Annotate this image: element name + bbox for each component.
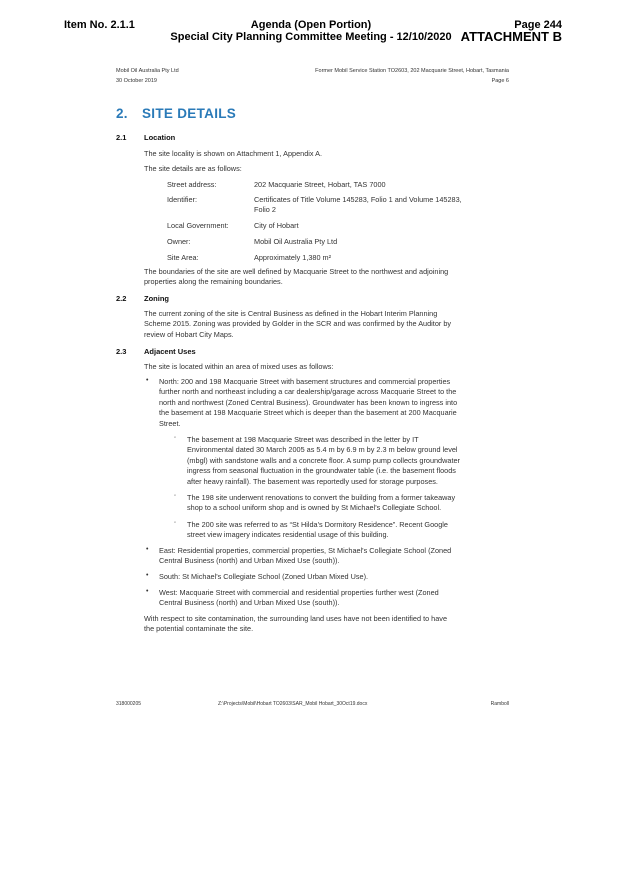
bullet-icon: • bbox=[146, 546, 149, 553]
footer-doc-number: 318000205 bbox=[116, 701, 142, 707]
heading-location bbox=[116, 133, 175, 142]
row-value: Approximately 1,380 m² bbox=[254, 253, 332, 262]
row-value: Certificates of Title Volume 145283, Folio 1 and Volume 145283, Folio 2 bbox=[254, 195, 462, 215]
section-number: 2. bbox=[116, 106, 128, 121]
bullet-icon: • bbox=[146, 588, 149, 595]
heading-number: 2.3 bbox=[116, 347, 127, 356]
list-item: The basement at 198 Macquarie Street was described in the letter by IT Environmental dated 30 March 2005 as 5.4 m by 6.9 m by 2.3 m below ground level (mbgl) with sandstone walls and a concrete floor. A sump pump collects groundwater ingress from seasonal fluctuation in the groundwater table (i.e. the basement floods after heavy rainfall). The basement was reportedly used for storage purposes. bbox=[187, 435, 460, 486]
row-label: Owner: bbox=[167, 237, 191, 246]
footer-file-path: Z:\Projects\Mobil\Hobart TO2603\SAR_Mobil Hobart_30Oct19.docx bbox=[218, 701, 368, 707]
heading-number: 2.1 bbox=[116, 133, 127, 142]
row-label: Local Government: bbox=[167, 221, 229, 230]
list-item: East: Residential properties, commercial properties, St Michael's Collegiate School (Zoned Central Business (north) and Urban Mixed Use (south)). bbox=[159, 546, 452, 566]
report-date: 30 October 2019 bbox=[116, 78, 157, 84]
footer-firm: Ramboll bbox=[490, 701, 509, 707]
section-heading bbox=[116, 106, 236, 121]
site-details-table bbox=[167, 180, 507, 264]
row-value: 202 Macquarie Street, Hobart, TAS 7000 bbox=[254, 180, 386, 189]
heading-title: Zoning bbox=[144, 294, 169, 303]
circle-bullet-icon: ◦ bbox=[174, 435, 177, 441]
list-item: The 200 site was referred to as “St Hilda's Dormitory Residence”. Recent Google street view imagery indicates residential usage of this building. bbox=[187, 520, 448, 540]
doc-page-number: Page 6 bbox=[491, 78, 509, 84]
list-item: South: St Michael's Collegiate School (Zoned Urban Mixed Use). bbox=[159, 572, 369, 581]
agenda-line-2: Special City Planning Committee Meeting - 12/10/2020 bbox=[170, 31, 452, 43]
paragraph: The site details are as follows: bbox=[144, 164, 242, 173]
paragraph: The boundaries of the site are well defined by Macquarie Street to the northwest and adjoining properties along the remaining boundaries. bbox=[144, 267, 449, 287]
list-item: West: Macquarie Street with commercial and residential properties further west (Zoned Central Business (north) and Urban Mixed Use (south)). bbox=[159, 588, 439, 608]
page-attachment bbox=[461, 19, 562, 43]
agenda-line-1: Agenda (Open Portion) bbox=[250, 19, 372, 31]
site-name: Former Mobil Service Station TO2603, 202 Macquarie Street, Hobart, Tasmania bbox=[315, 68, 509, 74]
agenda-title bbox=[150, 19, 472, 43]
paragraph: The site is located within an area of mixed uses as follows: bbox=[144, 362, 334, 371]
circle-bullet-icon: ◦ bbox=[174, 520, 177, 526]
attachment-label: ATTACHMENT B bbox=[460, 29, 562, 44]
heading-title: Adjacent Uses bbox=[144, 347, 196, 356]
section-title: SITE DETAILS bbox=[142, 106, 237, 121]
row-label: Street address: bbox=[167, 180, 217, 189]
bullet-icon: • bbox=[146, 572, 149, 579]
heading-title: Location bbox=[144, 133, 176, 142]
bullet-icon: • bbox=[146, 377, 149, 384]
paragraph: With respect to site contamination, the surrounding land uses have not been identified to have the potential contaminate the site. bbox=[144, 614, 448, 634]
row-label: Identifier: bbox=[167, 195, 198, 204]
item-number: Item No. 2.1.1 bbox=[64, 19, 135, 31]
company-name: Mobil Oil Australia Pty Ltd bbox=[116, 68, 179, 74]
row-label: Site Area: bbox=[167, 253, 199, 262]
circle-bullet-icon: ◦ bbox=[174, 493, 177, 499]
row-value: City of Hobart bbox=[254, 221, 299, 230]
doc-subheader-left bbox=[116, 66, 179, 86]
paragraph: The site locality is shown on Attachment 1, Appendix A. bbox=[144, 149, 323, 158]
heading-adjacent-uses bbox=[116, 347, 196, 356]
heading-number: 2.2 bbox=[116, 294, 127, 303]
heading-zoning bbox=[116, 294, 169, 303]
doc-subheader-right bbox=[315, 66, 509, 86]
list-item: North: 200 and 198 Macquarie Street with basement structures and commercial properties further north and northeast including a car dealership/garage across Macquarie Street to the north and northwest (Zoned Central Business). Groundwater has been known to ingress into the basement at 198 Macquarie Street which is deeper than the basement at 200 Macquarie Street. bbox=[159, 377, 458, 428]
agenda-page-number: Page 244 bbox=[514, 19, 562, 31]
row-value: Mobil Oil Australia Pty Ltd bbox=[254, 237, 338, 246]
paragraph: The current zoning of the site is Central Business as defined in the Hobart Interim Planning Scheme 2015. Zoning was provided by Golder in the SCR and was confirmed by the Auditor by review of Hobart City Maps. bbox=[144, 309, 452, 339]
list-item: The 198 site underwent renovations to convert the building from a former takeaway shop to a school uniform shop and is owned by St Michael's Collegiate School. bbox=[187, 493, 456, 513]
